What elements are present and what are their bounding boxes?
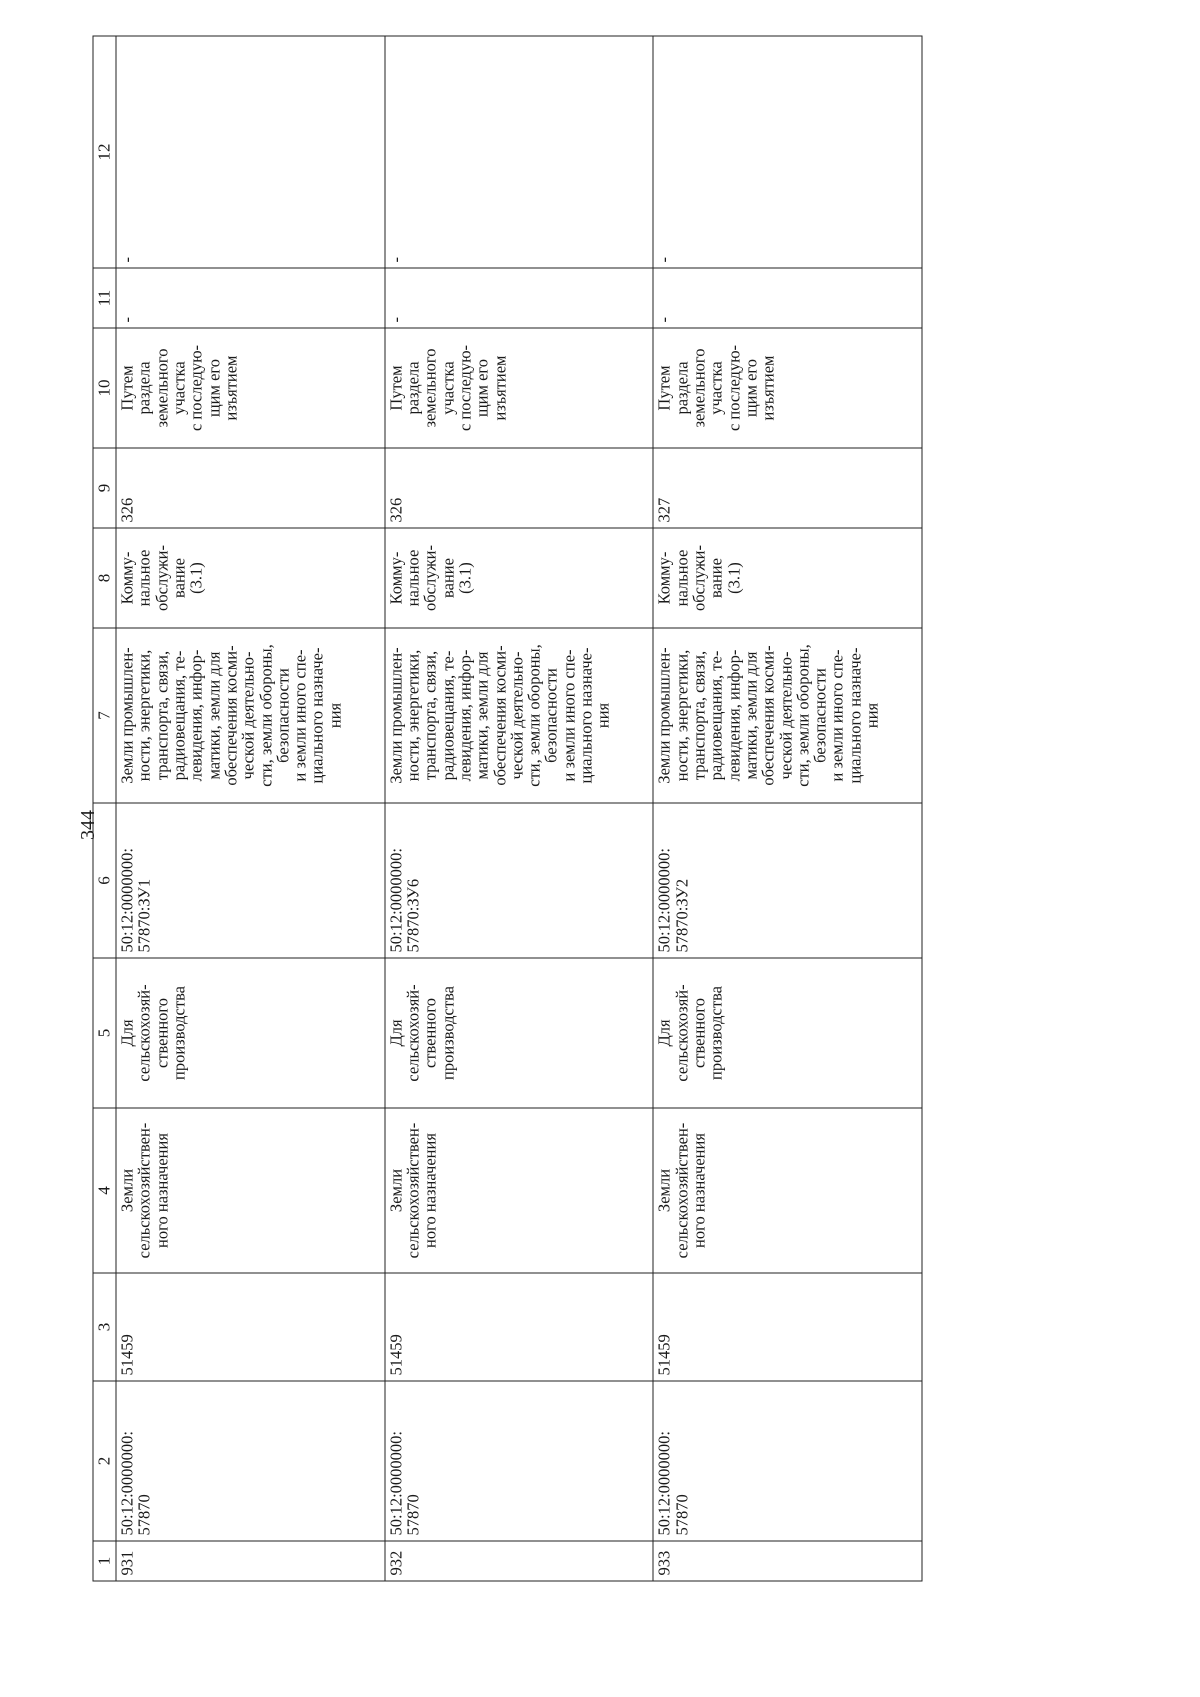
new-permitted-use-cell: Комму- нальное обслужи- вание (3.1) xyxy=(653,528,922,628)
permitted-use-cell: Для сельскохозяй- ственного производства xyxy=(653,958,922,1108)
column-header: 9 xyxy=(93,448,116,528)
reference-number-cell: 327 xyxy=(653,448,922,528)
new-plot-number-cell: 50:12:0000000: 57870:ЗУ1 xyxy=(116,803,385,958)
column-header: 4 xyxy=(93,1108,116,1273)
new-plot-number-cell: 50:12:0000000: 57870:ЗУ2 xyxy=(653,803,922,958)
column-12-cell: - xyxy=(653,36,922,268)
cadastral-number-cell: 50:12:0000000: 57870 xyxy=(653,1381,922,1541)
column-header: 5 xyxy=(93,958,116,1108)
table-row xyxy=(653,36,922,1581)
column-header: 6 xyxy=(93,803,116,958)
method-cell: Путем раздела земельного участка с последую- щим его изъятием xyxy=(653,328,922,448)
new-land-category-cell: Земли промышлен- ности, энергетики, транспорта, связи, радиовещания, те- левидения, инфор- матики, земли для обеспечения косми- ческой деятельно- сти, земли обороны, безопасности и земли иного спе- циального назначе- ния xyxy=(116,628,385,803)
row-number-cell: 933 xyxy=(653,1541,922,1581)
new-land-category-cell: Земли промышлен- ности, энергетики, транспорта, связи, радиовещания, те- левидения, инфор- матики, земли для обеспечения косми- ческой деятельно- сти, земли обороны, безопасности и земли иного спе- циального назначе- ния xyxy=(385,628,654,803)
land-plot-register-table xyxy=(93,35,923,1581)
method-cell: Путем раздела земельного участка с последую- щим его изъятием xyxy=(116,328,385,448)
permitted-use-cell: Для сельскохозяй- ственного производства xyxy=(385,958,654,1108)
area-cell: 51459 xyxy=(385,1273,654,1381)
land-category-cell: Земли сельскохозяйствен- ного назначения xyxy=(385,1108,654,1273)
land-category-cell: Земли сельскохозяйствен- ного назначения xyxy=(116,1108,385,1273)
table-row xyxy=(116,36,385,1581)
column-header: 3 xyxy=(93,1273,116,1381)
column-header: 10 xyxy=(93,328,116,448)
column-11-cell: - xyxy=(385,268,654,328)
column-number-row xyxy=(93,36,116,1581)
new-permitted-use-cell: Комму- нальное обслужи- вание (3.1) xyxy=(385,528,654,628)
page-number: 344 xyxy=(77,810,99,840)
method-cell: Путем раздела земельного участка с последую- щим его изъятием xyxy=(385,328,654,448)
column-12-cell: - xyxy=(116,36,385,268)
area-cell: 51459 xyxy=(653,1273,922,1381)
column-header: 7 xyxy=(93,628,116,803)
reference-number-cell: 326 xyxy=(116,448,385,528)
column-header: 8 xyxy=(93,528,116,628)
new-plot-number-cell: 50:12:0000000: 57870:ЗУ6 xyxy=(385,803,654,958)
rotated-table-wrapper xyxy=(93,36,923,1581)
column-11-cell: - xyxy=(653,268,922,328)
cadastral-number-cell: 50:12:0000000: 57870 xyxy=(385,1381,654,1541)
column-header: 12 xyxy=(93,36,116,268)
table-row xyxy=(385,36,654,1581)
row-number-cell: 931 xyxy=(116,1541,385,1581)
land-category-cell: Земли сельскохозяйствен- ного назначения xyxy=(653,1108,922,1273)
cadastral-number-cell: 50:12:0000000: 57870 xyxy=(116,1381,385,1541)
permitted-use-cell: Для сельскохозяй- ственного производства xyxy=(116,958,385,1108)
reference-number-cell: 326 xyxy=(385,448,654,528)
column-11-cell: - xyxy=(116,268,385,328)
column-12-cell: - xyxy=(385,36,654,268)
new-permitted-use-cell: Комму- нальное обслужи- вание (3.1) xyxy=(116,528,385,628)
column-header: 1 xyxy=(93,1541,116,1581)
column-header: 11 xyxy=(93,268,116,328)
column-header: 2 xyxy=(93,1381,116,1541)
new-land-category-cell: Земли промышлен- ности, энергетики, транспорта, связи, радиовещания, те- левидения, инфор- матики, земли для обеспечения косми- ческой деятельно- сти, земли обороны, безопасности и земли иного спе- циального назначе- ния xyxy=(653,628,922,803)
row-number-cell: 932 xyxy=(385,1541,654,1581)
area-cell: 51459 xyxy=(116,1273,385,1381)
